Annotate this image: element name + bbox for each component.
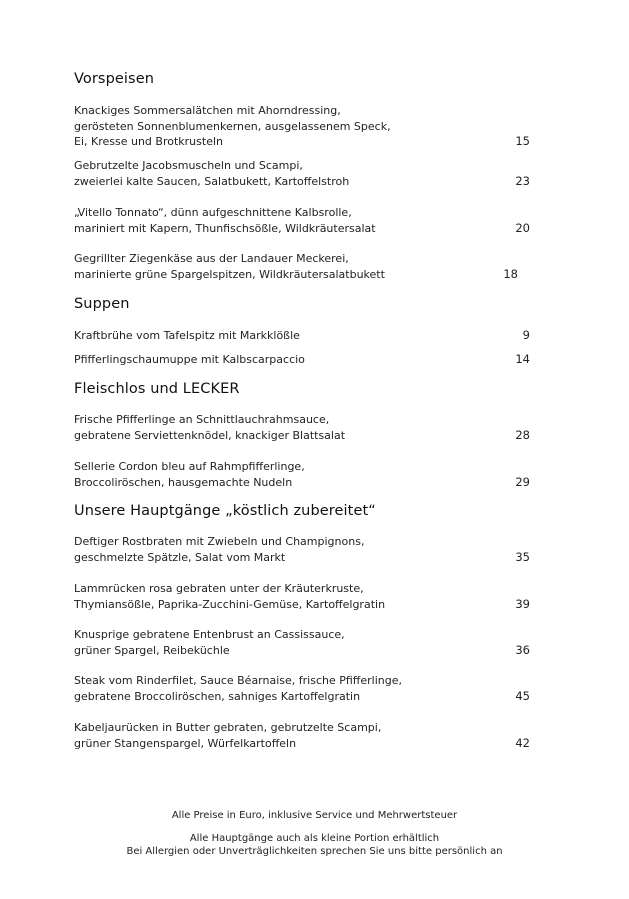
item-price: 35 — [515, 549, 530, 564]
item-description-line: Frische Pfifferlinge an Schnittlauchrahmsauce, — [74, 413, 330, 426]
item-description-line: Steak vom Rinderfilet, Sauce Béarnaise, frische Pfifferlinge, — [74, 674, 403, 687]
item-price: 18 — [503, 266, 518, 281]
item-description-line: Kraftbrühe vom Tafelspitz mit Markklößle — [74, 329, 300, 342]
item-description-line: Knusprige gebratene Entenbrust an Cassissauce, — [74, 628, 345, 641]
menu-item — [74, 158, 530, 189]
menu-item — [74, 352, 530, 368]
item-price: 20 — [515, 220, 530, 235]
footer-portion-note: Alle Hauptgänge auch als kleine Portion erhältlich — [189, 833, 440, 844]
menu-item — [74, 673, 530, 704]
menu-item — [74, 412, 530, 443]
item-price: 14 — [515, 352, 530, 366]
section-title-hauptgaenge: Unsere Hauptgänge „köstlich zubereitet“ — [74, 503, 376, 519]
item-price: 23 — [515, 173, 530, 188]
item-description-line: Gegrillter Ziegenkäse aus der Landauer Meckerei, — [74, 252, 349, 265]
item-description-line: Pfifferlingschaumuppe mit Kalbscarpaccio — [74, 353, 305, 366]
item-price: 9 — [522, 328, 530, 342]
footer-price-note: Alle Preise in Euro, inklusive Service und Mehrwertsteuer — [171, 810, 458, 821]
item-description-line: Lammrücken rosa gebraten unter der Kräuterkruste, — [74, 582, 364, 595]
menu-item — [74, 103, 530, 150]
item-description-line: marinierte grüne Spargelspitzen, Wildkräutersalatbukett — [74, 267, 385, 281]
item-price: 15 — [515, 134, 530, 148]
item-price: 45 — [515, 688, 530, 703]
item-description-line: Gebrutzelte Jacobsmuscheln und Scampi, — [74, 159, 303, 172]
item-description-line: Ei, Kresse und Brotkrusteln — [74, 135, 223, 148]
item-description-line: geschmelzte Spätzle, Salat vom Markt — [74, 550, 286, 564]
item-price: 39 — [515, 596, 530, 611]
section-title-vorspeisen: Vorspeisen — [74, 71, 154, 87]
item-description-line: Knackiges Sommersalätchen mit Ahorndressing, — [74, 104, 341, 117]
item-description-line: grüner Stangenspargel, Würfelkartoffeln — [74, 736, 297, 750]
menu-item — [74, 534, 530, 565]
section-title-fleischlos: Fleischlos und LECKER — [74, 381, 240, 397]
item-description-line: gerösteten Sonnenblumenkernen, ausgelassenem Speck, — [74, 119, 391, 133]
item-description-line: zweierlei kalte Saucen, Salatbukett, Kartoffelstroh — [74, 174, 350, 188]
item-price: 42 — [515, 735, 530, 750]
item-description-line: Kabeljaurücken in Butter gebraten, gebrutzelte Scampi, — [74, 721, 382, 734]
item-price: 36 — [515, 642, 530, 657]
footer-notes — [0, 809, 629, 858]
item-description-line: Deftiger Rostbraten mit Zwiebeln und Champignons, — [74, 535, 365, 548]
item-description-line: Thymiansößle, Paprika-Zucchini-Gemüse, Kartoffelgratin — [74, 597, 386, 611]
menu-item — [74, 581, 530, 612]
item-price: 29 — [515, 474, 530, 489]
item-description-line: gebratene Broccoliröschen, sahniges Kartoffelgratin — [74, 689, 361, 703]
item-description-line: mariniert mit Kapern, Thunfischsößle, Wildkräutersalat — [74, 221, 376, 235]
menu-item — [74, 205, 530, 236]
menu-item — [74, 328, 530, 344]
item-description-line: „Vitello Tonnato“, dünn aufgeschnittene Kalbsrolle, — [74, 206, 352, 219]
item-description-line: grüner Spargel, Reibeküchle — [74, 643, 230, 657]
item-description-line: Sellerie Cordon bleu auf Rahmpfifferlinge, — [74, 460, 305, 473]
menu-item — [74, 720, 530, 751]
item-description-line: Broccoliröschen, hausgemachte Nudeln — [74, 475, 293, 489]
footer-allergy-note: Bei Allergien oder Unverträglichkeiten sprechen Sie uns bitte persönlich an — [126, 846, 503, 857]
menu-item — [74, 459, 530, 490]
item-description-line: gebratene Serviettenknödel, knackiger Blattsalat — [74, 428, 346, 442]
menu-item — [74, 251, 530, 282]
item-price: 28 — [515, 427, 530, 442]
section-title-suppen: Suppen — [74, 296, 130, 312]
menu-item — [74, 627, 530, 658]
